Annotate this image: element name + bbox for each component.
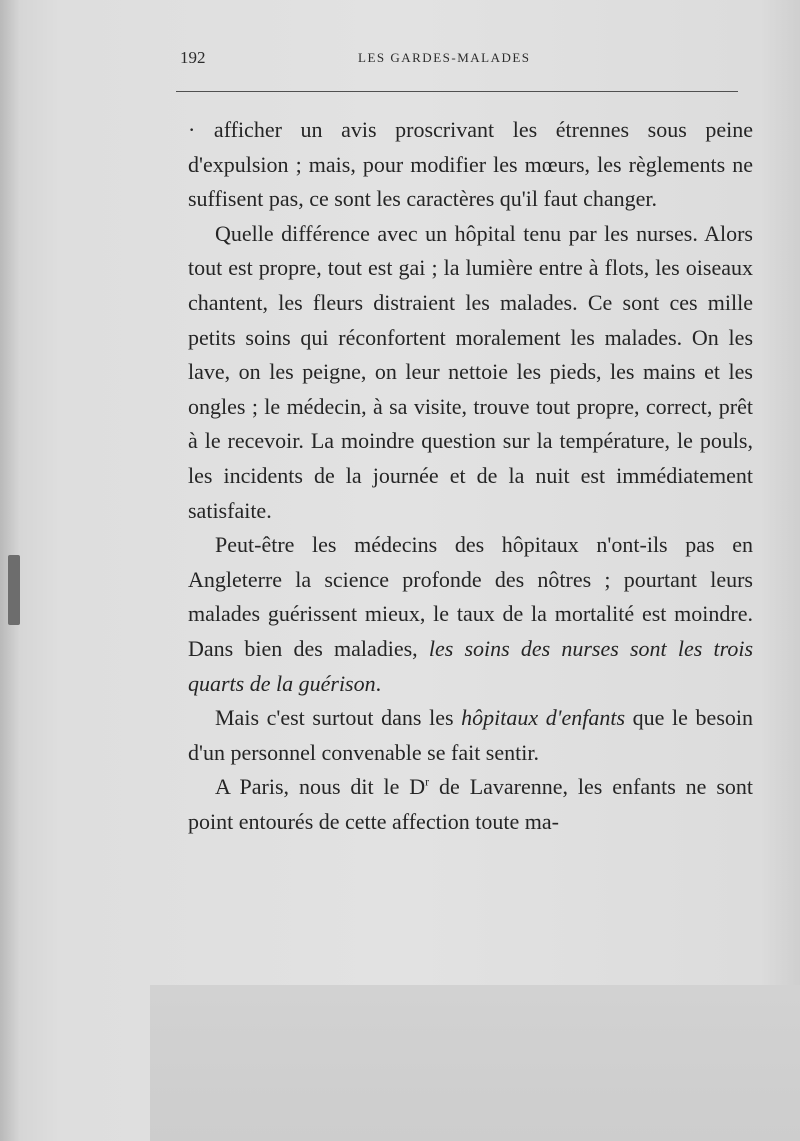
paragraph-england-doctors: [188, 528, 753, 701]
binding-mark: [8, 555, 20, 625]
page-number: 192: [180, 48, 206, 67]
paragraph-text: de Lavarenne, les enfants ne sont point entourés de cette affection toute ma-: [188, 774, 753, 834]
header-rule: [176, 91, 738, 92]
paragraph-text: Peut-être les médecins des hôpitaux n'ont-ils pas en Angleterre la science profonde des nôtres ; pourtant leurs malades guérissent mieux, le taux de la mortalité est moindre. Dans bien des maladies,: [188, 532, 753, 661]
paragraph-text: · afficher un avis proscrivant les étrennes sous peine d'expulsion ; mais, pour modifier les mœurs, les règlements ne suffisent pas, ce sont les caractères qu'il faut changer.: [188, 117, 753, 212]
paragraph-text: .: [375, 670, 382, 696]
page-fold-shadow: [150, 985, 800, 1141]
paragraph-text: A Paris, nous dit le D: [215, 774, 426, 800]
body-text: [188, 113, 753, 839]
superscript-abbreviation: r: [425, 774, 430, 789]
paragraph-hospital-nurses: [188, 217, 753, 528]
paragraph-children-hospitals: [188, 701, 753, 770]
running-title: LES GARDES-MALADES: [358, 50, 531, 65]
paragraph-paris: [188, 770, 753, 839]
paragraph-text: Mais c'est surtout dans les: [215, 705, 462, 731]
paragraph-continuation: [188, 113, 753, 217]
italic-emphasis: les soins des nurses sont les trois quarts de la guérison: [188, 635, 753, 696]
paragraph-text: Quelle différence avec un hôpital tenu par les nurses. Alors tout est propre, tout est gai ; la lumière entre à flots, les oiseaux chantent, les fleurs distraient les malades. Ce sont ces mille petits soins qui réconfortent moralement les malades. On les lave, on les peigne, on leur nettoie les pieds, les mains et les ongles ; le médecin, à sa visite, trouve tout propre, correct, prêt à le recevoir. La moindre question sur la température, le pouls, les incidents de la journée et de la nuit est immédiatement satisfaite.: [188, 220, 753, 523]
running-header: [180, 48, 740, 72]
paragraph-text: que le besoin d'un personnel convenable se fait sentir.: [188, 705, 753, 765]
italic-emphasis: hôpitaux d'enfants: [461, 705, 626, 731]
